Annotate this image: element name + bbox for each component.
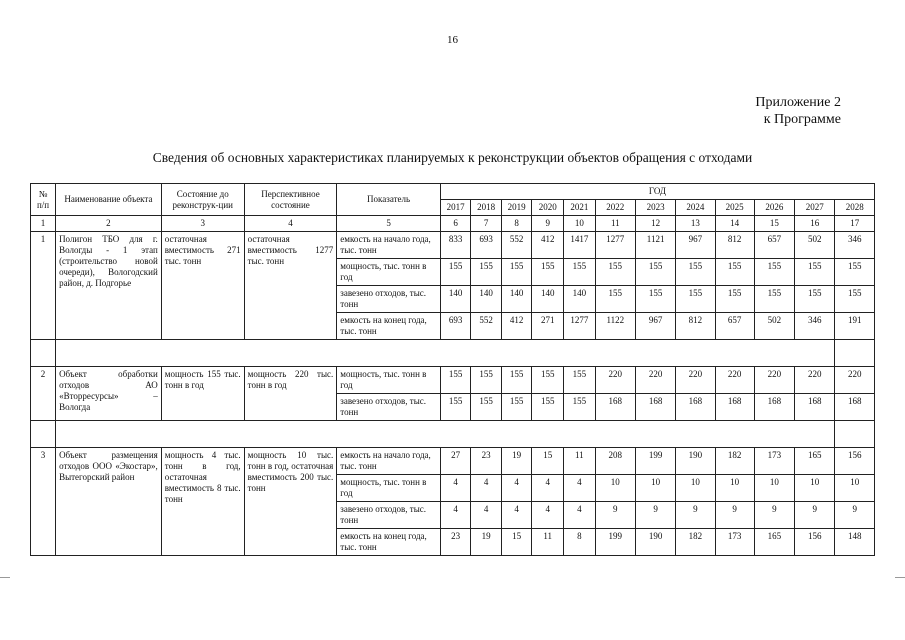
object-name: Объект обработки отходов АО «Вторресурсы» – Вологда (56, 367, 162, 421)
value-2025: 173 (715, 529, 754, 556)
value-2028: 168 (835, 394, 875, 421)
value-2026: 10 (754, 475, 794, 502)
table-row (31, 448, 875, 475)
column-index-row (31, 216, 875, 232)
value-2024: 190 (676, 448, 715, 475)
spacer-cell (595, 421, 635, 448)
value-2018: 155 (471, 259, 502, 286)
spacer-cell (471, 421, 502, 448)
spacer-cell (31, 421, 56, 448)
value-2019: 15 (501, 529, 532, 556)
value-2017: 23 (440, 529, 471, 556)
value-2027: 168 (795, 394, 835, 421)
value-2018: 155 (471, 367, 502, 394)
value-2024: 9 (676, 502, 715, 529)
value-2026: 220 (754, 367, 794, 394)
value-2022: 220 (595, 367, 635, 394)
value-2018: 23 (471, 448, 502, 475)
indicator-name: емкость на начало года, тыс. тонн (337, 232, 441, 259)
value-2023: 199 (635, 448, 675, 475)
value-2017: 155 (440, 394, 471, 421)
value-2028: 191 (835, 313, 875, 340)
year-header-2022: 2022 (595, 200, 635, 216)
value-2020: 412 (532, 232, 564, 259)
value-2017: 155 (440, 259, 471, 286)
spacer-cell (715, 340, 754, 367)
value-2021: 155 (564, 259, 596, 286)
table-row (31, 232, 875, 259)
value-2026: 173 (754, 448, 794, 475)
spacer-cell (795, 340, 835, 367)
value-2018: 552 (471, 313, 502, 340)
value-2021: 11 (564, 448, 596, 475)
value-2020: 15 (532, 448, 564, 475)
spacer-cell (31, 340, 56, 367)
column-index-13: 13 (676, 216, 715, 232)
scan-edge-mark-left (0, 577, 10, 578)
object-perspective: остаточная вместимость 1277 тыс. тонн (244, 232, 337, 340)
object-perspective: мощность 10 тыс. тонн в год, остаточная вместимость 200 тыс. тонн (244, 448, 337, 556)
appendix-label (755, 94, 841, 128)
appendix-line-1: Приложение 2 (755, 95, 841, 110)
value-2024: 812 (676, 313, 715, 340)
object-number: 1 (31, 232, 56, 340)
object-name: Объект размещения отходов ООО «Экостар», Вытегорский район (56, 448, 162, 556)
year-header-2025: 2025 (715, 200, 754, 216)
header-year-group: ГОД (440, 184, 874, 200)
value-2020: 271 (532, 313, 564, 340)
spacer-cell (595, 340, 635, 367)
value-2021: 155 (564, 394, 596, 421)
value-2028: 10 (835, 475, 875, 502)
spacer-cell (532, 421, 564, 448)
value-2027: 156 (795, 529, 835, 556)
value-2022: 199 (595, 529, 635, 556)
spacer-cell (337, 340, 441, 367)
value-2024: 168 (676, 394, 715, 421)
value-2025: 657 (715, 313, 754, 340)
spacer-cell (795, 421, 835, 448)
value-2028: 220 (835, 367, 875, 394)
spacer-cell (564, 421, 596, 448)
value-2024: 182 (676, 529, 715, 556)
value-2020: 155 (532, 259, 564, 286)
value-2018: 140 (471, 286, 502, 313)
value-2023: 967 (635, 313, 675, 340)
table-body (31, 232, 875, 556)
spacer-cell (676, 340, 715, 367)
characteristics-table (30, 183, 875, 556)
spacer-cell (754, 340, 794, 367)
spacer-cell (835, 421, 875, 448)
indicator-name: завезено отходов, тыс. тонн (337, 502, 441, 529)
value-2020: 140 (532, 286, 564, 313)
value-2017: 833 (440, 232, 471, 259)
indicator-name: завезено отходов, тыс. тонн (337, 394, 441, 421)
indicator-name: емкость на начало года, тыс. тонн (337, 448, 441, 475)
value-2022: 168 (595, 394, 635, 421)
value-2019: 19 (501, 448, 532, 475)
object-name: Полигон ТБО для г. Вологды - 1 этап (строительство новой очереди), Вологодский район, д. Подгорье (56, 232, 162, 340)
value-2024: 967 (676, 232, 715, 259)
value-2024: 155 (676, 259, 715, 286)
header-name: Наименование объекта (56, 184, 162, 216)
column-index-8: 8 (501, 216, 532, 232)
value-2027: 502 (795, 232, 835, 259)
spacer-cell (754, 421, 794, 448)
value-2019: 4 (501, 502, 532, 529)
value-2026: 9 (754, 502, 794, 529)
column-index-11: 11 (595, 216, 635, 232)
value-2017: 4 (440, 502, 471, 529)
value-2020: 4 (532, 475, 564, 502)
value-2022: 1122 (595, 313, 635, 340)
value-2024: 220 (676, 367, 715, 394)
value-2026: 155 (754, 259, 794, 286)
column-index-9: 9 (532, 216, 564, 232)
year-header-2021: 2021 (564, 200, 596, 216)
indicator-name: мощность, тыс. тонн в год (337, 367, 441, 394)
value-2027: 155 (795, 259, 835, 286)
value-2020: 11 (532, 529, 564, 556)
value-2017: 27 (440, 448, 471, 475)
value-2023: 168 (635, 394, 675, 421)
column-index-12: 12 (635, 216, 675, 232)
column-index-3: 3 (161, 216, 244, 232)
value-2019: 412 (501, 313, 532, 340)
value-2022: 1277 (595, 232, 635, 259)
column-index-1: 1 (31, 216, 56, 232)
value-2017: 4 (440, 475, 471, 502)
spacer-cell (56, 340, 162, 367)
year-header-2023: 2023 (635, 200, 675, 216)
object-number: 3 (31, 448, 56, 556)
value-2023: 9 (635, 502, 675, 529)
value-2019: 140 (501, 286, 532, 313)
value-2019: 4 (501, 475, 532, 502)
value-2019: 155 (501, 259, 532, 286)
year-header-2020: 2020 (532, 200, 564, 216)
value-2019: 155 (501, 394, 532, 421)
value-2023: 155 (635, 259, 675, 286)
value-2018: 155 (471, 394, 502, 421)
spacer-cell (532, 340, 564, 367)
spacer-cell (715, 421, 754, 448)
value-2021: 4 (564, 475, 596, 502)
value-2026: 165 (754, 529, 794, 556)
year-header-2017: 2017 (440, 200, 471, 216)
value-2018: 19 (471, 529, 502, 556)
spacer-cell (244, 340, 337, 367)
indicator-name: завезено отходов, тыс. тонн (337, 286, 441, 313)
column-index-15: 15 (754, 216, 794, 232)
value-2025: 155 (715, 286, 754, 313)
value-2027: 9 (795, 502, 835, 529)
value-2024: 10 (676, 475, 715, 502)
spacer-cell (337, 421, 441, 448)
object-state: мощность 4 тыс. тонн в год, остаточная вместимость 8 тыс. тонн (161, 448, 244, 556)
value-2026: 155 (754, 286, 794, 313)
value-2027: 346 (795, 313, 835, 340)
indicator-name: мощность, тыс. тонн в год (337, 259, 441, 286)
column-index-17: 17 (835, 216, 875, 232)
value-2027: 10 (795, 475, 835, 502)
value-2022: 10 (595, 475, 635, 502)
column-index-10: 10 (564, 216, 596, 232)
object-perspective: мощность 220 тыс. тонн в год (244, 367, 337, 421)
value-2018: 4 (471, 475, 502, 502)
value-2026: 168 (754, 394, 794, 421)
spacer-cell (635, 340, 675, 367)
value-2020: 4 (532, 502, 564, 529)
spacer-cell (471, 340, 502, 367)
spacer-cell (835, 340, 875, 367)
value-2020: 155 (532, 394, 564, 421)
header-perspective: Перспективное состояние (244, 184, 337, 216)
value-2022: 155 (595, 259, 635, 286)
value-2025: 10 (715, 475, 754, 502)
value-2028: 155 (835, 286, 875, 313)
value-2026: 502 (754, 313, 794, 340)
spacer-cell (635, 421, 675, 448)
header-indicator: Показатель (337, 184, 441, 216)
spacer-cell (501, 421, 532, 448)
year-header-2027: 2027 (795, 200, 835, 216)
spacer-cell (501, 340, 532, 367)
spacer-cell (676, 421, 715, 448)
year-header-2018: 2018 (471, 200, 502, 216)
value-2021: 1417 (564, 232, 596, 259)
value-2018: 693 (471, 232, 502, 259)
indicator-name: мощность, тыс. тонн в год (337, 475, 441, 502)
object-state: остаточная вместимость 271 тыс. тонн (161, 232, 244, 340)
header-num: № п/п (31, 184, 56, 216)
value-2021: 140 (564, 286, 596, 313)
value-2022: 9 (595, 502, 635, 529)
page-number: 16 (447, 34, 458, 46)
value-2022: 155 (595, 286, 635, 313)
header-state: Состояние до реконструк-ции (161, 184, 244, 216)
value-2017: 140 (440, 286, 471, 313)
column-index-2: 2 (56, 216, 162, 232)
value-2021: 1277 (564, 313, 596, 340)
value-2025: 182 (715, 448, 754, 475)
value-2023: 10 (635, 475, 675, 502)
appendix-line-2: к Программе (763, 112, 841, 127)
spacer-row (31, 340, 875, 367)
value-2028: 155 (835, 259, 875, 286)
table-row (31, 367, 875, 394)
value-2018: 4 (471, 502, 502, 529)
column-index-5: 5 (337, 216, 441, 232)
column-index-6: 6 (440, 216, 471, 232)
year-header-2028: 2028 (835, 200, 875, 216)
scan-edge-mark-right (895, 577, 905, 578)
value-2019: 552 (501, 232, 532, 259)
value-2023: 190 (635, 529, 675, 556)
value-2028: 9 (835, 502, 875, 529)
value-2024: 155 (676, 286, 715, 313)
value-2020: 155 (532, 367, 564, 394)
spacer-cell (440, 340, 471, 367)
column-index-16: 16 (795, 216, 835, 232)
column-index-7: 7 (471, 216, 502, 232)
spacer-cell (564, 340, 596, 367)
value-2025: 9 (715, 502, 754, 529)
spacer-cell (56, 421, 162, 448)
value-2023: 220 (635, 367, 675, 394)
column-index-14: 14 (715, 216, 754, 232)
value-2028: 346 (835, 232, 875, 259)
year-header-2024: 2024 (676, 200, 715, 216)
spacer-cell (161, 340, 244, 367)
value-2021: 8 (564, 529, 596, 556)
value-2021: 4 (564, 502, 596, 529)
value-2028: 148 (835, 529, 875, 556)
value-2017: 155 (440, 367, 471, 394)
value-2027: 155 (795, 286, 835, 313)
value-2025: 168 (715, 394, 754, 421)
value-2025: 812 (715, 232, 754, 259)
indicator-name: емкость на конец года, тыс. тонн (337, 313, 441, 340)
object-state: мощность 155 тыс. тонн в год (161, 367, 244, 421)
object-number: 2 (31, 367, 56, 421)
value-2023: 1121 (635, 232, 675, 259)
value-2027: 220 (795, 367, 835, 394)
spacer-cell (440, 421, 471, 448)
year-header-2019: 2019 (501, 200, 532, 216)
year-header-2026: 2026 (754, 200, 794, 216)
spacer-cell (161, 421, 244, 448)
value-2022: 208 (595, 448, 635, 475)
spacer-cell (244, 421, 337, 448)
spacer-row (31, 421, 875, 448)
value-2026: 657 (754, 232, 794, 259)
value-2023: 155 (635, 286, 675, 313)
value-2021: 155 (564, 367, 596, 394)
value-2027: 165 (795, 448, 835, 475)
value-2019: 155 (501, 367, 532, 394)
indicator-name: емкость на конец года, тыс. тонн (337, 529, 441, 556)
value-2025: 220 (715, 367, 754, 394)
value-2017: 693 (440, 313, 471, 340)
value-2028: 156 (835, 448, 875, 475)
column-index-4: 4 (244, 216, 337, 232)
value-2025: 155 (715, 259, 754, 286)
document-title: Сведения об основных характеристиках планируемых к реконструкции объектов обращения с отходами (152, 150, 753, 165)
